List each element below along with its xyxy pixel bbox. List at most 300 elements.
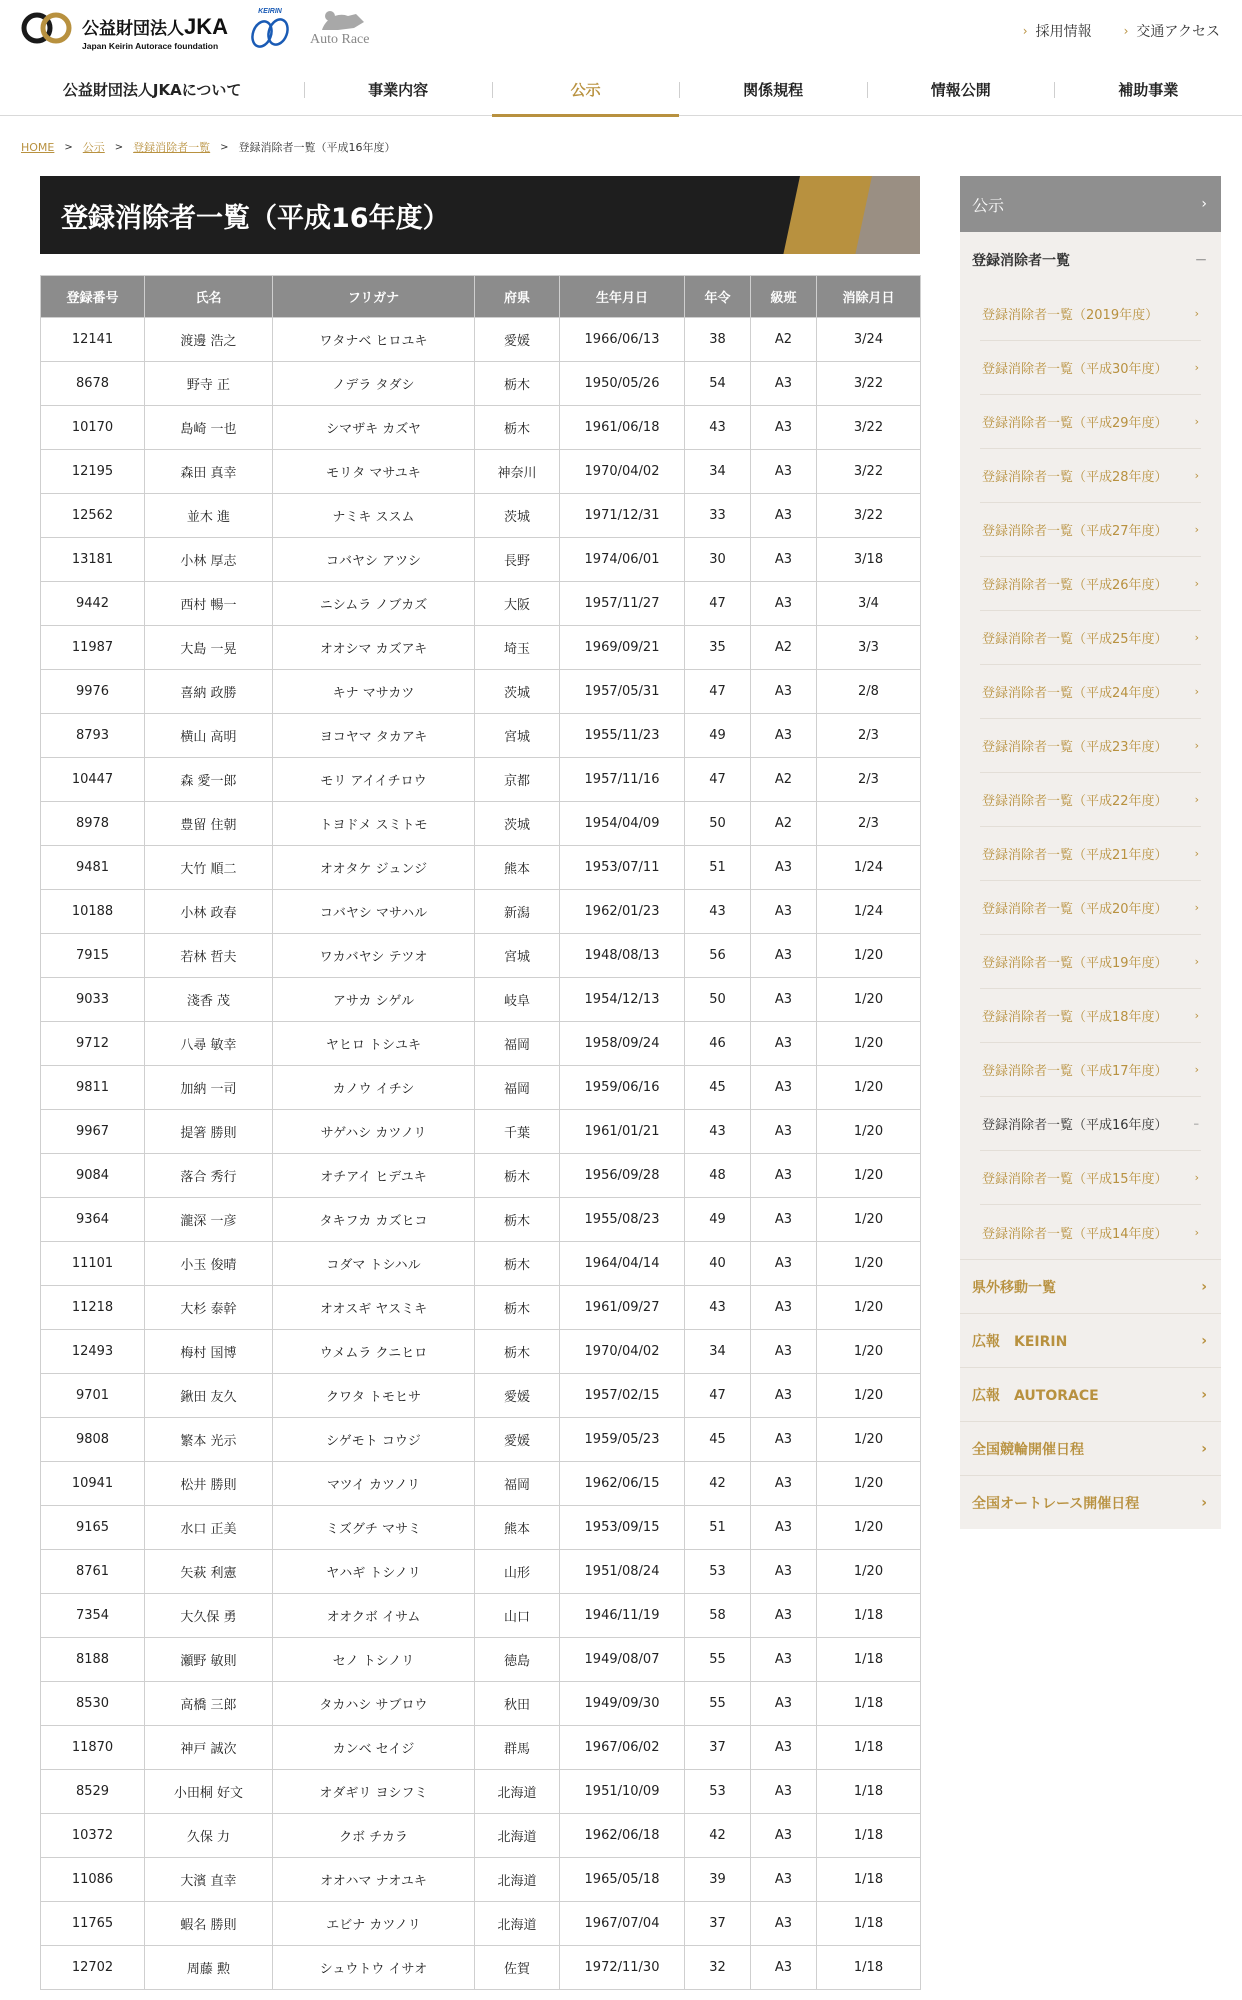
table-cell: 12562 [41,494,145,538]
table-cell: 1/18 [817,1858,921,1902]
table-cell: 8761 [41,1550,145,1594]
logo-jp-prefix: 公益財団法人 [82,19,184,39]
sidebar-year-label: 登録消除者一覧（平成22年度） [982,794,1168,809]
table-cell: 新潟 [475,890,560,934]
table-cell: 栃木 [475,1242,560,1286]
sidebar-year-item[interactable] [980,1151,1201,1205]
table-cell: 1959/05/23 [560,1418,685,1462]
breadcrumb-separator: > [114,141,124,153]
table-cell: 茨城 [475,802,560,846]
table-cell: 久保 力 [145,1814,273,1858]
table-cell: 愛媛 [475,1374,560,1418]
table-row [41,978,921,1022]
sidebar-link[interactable] [960,1475,1221,1529]
breadcrumb-separator: > [64,141,73,153]
table-cell: 1/20 [817,1154,921,1198]
table-cell: 40 [685,1242,751,1286]
table-cell: 茨城 [475,670,560,714]
sidebar-year-item[interactable] [980,341,1201,395]
table-cell: 43 [685,1110,751,1154]
table-cell: A2 [751,802,817,846]
table-cell: A3 [751,1110,817,1154]
table-cell: 55 [685,1638,751,1682]
table-cell: サゲハシ カツノリ [273,1110,475,1154]
table-cell: 1/18 [817,1726,921,1770]
sidebar-year-label: 登録消除者一覧（平成16年度） [982,1118,1168,1133]
sidebar-heading[interactable] [960,176,1221,232]
table-row [41,1242,921,1286]
table-cell: セノ トシノリ [273,1638,475,1682]
table-row [41,890,921,934]
sidebar-year-item[interactable] [980,1043,1201,1097]
table-cell: 1957/02/15 [560,1374,685,1418]
table-cell: 1/20 [817,1506,921,1550]
table-cell: 1955/11/23 [560,714,685,758]
sidebar-link-label: 広報 KEIRIN [972,1333,1068,1350]
table-cell: オオシマ カズアキ [273,626,475,670]
table-row [41,538,921,582]
table-row [41,1858,921,1902]
table-body [41,318,921,1990]
chevron-right-icon: › [1194,361,1199,374]
table-row [41,1770,921,1814]
table-cell: 1954/12/13 [560,978,685,1022]
table-cell: A2 [751,318,817,362]
table-cell: 7915 [41,934,145,978]
table-cell: 56 [685,934,751,978]
table-cell: ニシムラ ノブカズ [273,582,475,626]
table-cell: コダマ トシハル [273,1242,475,1286]
table-cell: 加納 一司 [145,1066,273,1110]
table-cell: 長野 [475,538,560,582]
chevron-right-icon: › [1194,1009,1199,1022]
sidebar-subheading-label: 登録消除者一覧 [972,252,1070,269]
table-cell: 1971/12/31 [560,494,685,538]
table-cell: 1/18 [817,1946,921,1990]
chevron-right-icon: › [1194,1063,1199,1076]
sidebar-year-item[interactable] [980,665,1201,719]
table-cell: 岐阜 [475,978,560,1022]
table-cell: 1/20 [817,1066,921,1110]
table-cell: 愛媛 [475,1418,560,1462]
table-cell: 10372 [41,1814,145,1858]
table-cell: 3/22 [817,450,921,494]
table-row [41,318,921,362]
table-cell: シゲモト コウジ [273,1418,475,1462]
table-cell: ウメムラ クニヒロ [273,1330,475,1374]
table-cell: 3/18 [817,538,921,582]
table-cell: 1/20 [817,934,921,978]
table-cell: 宮城 [475,934,560,978]
table-cell: A3 [751,1198,817,1242]
table-cell: 1/20 [817,978,921,1022]
table-cell: 埼玉 [475,626,560,670]
autorace-logo[interactable] [308,8,378,50]
table-cell: 栃木 [475,1198,560,1242]
table-cell: 43 [685,406,751,450]
table-cell: A3 [751,1594,817,1638]
table-cell: 1966/06/13 [560,318,685,362]
table-cell: 若林 哲夫 [145,934,273,978]
table-cell: 西村 暢一 [145,582,273,626]
sidebar-year-item[interactable] [980,827,1201,881]
nav-item-notices[interactable]: 公示 [492,62,680,116]
column-header: 府県 [475,276,560,318]
table-cell: コバヤシ マサハル [273,890,475,934]
table-cell: 9165 [41,1506,145,1550]
chevron-right-icon: › [1194,739,1199,752]
chevron-right-icon: › [1201,1386,1207,1403]
table-cell: 11218 [41,1286,145,1330]
table-cell: 1964/04/14 [560,1242,685,1286]
table-cell: 8530 [41,1682,145,1726]
table-cell: モリタ マサユキ [273,450,475,494]
chevron-right-icon: › [1201,1440,1207,1457]
nav-item-regulations[interactable]: 関係規程 [679,62,867,116]
sidebar-year-item[interactable] [980,719,1201,773]
table-cell: 1/24 [817,890,921,934]
chevron-right-icon: › [1194,847,1199,860]
table-cell: 1/18 [817,1594,921,1638]
table-row [41,1902,921,1946]
table-cell: A2 [751,758,817,802]
table-cell: 北海道 [475,1858,560,1902]
sidebar-year-label: 登録消除者一覧（平成27年度） [982,524,1168,539]
table-cell: 繁本 光示 [145,1418,273,1462]
table-cell: 9364 [41,1198,145,1242]
table-cell: 34 [685,450,751,494]
table-cell: 1953/07/11 [560,846,685,890]
table-cell: 39 [685,1858,751,1902]
sidebar-year-item[interactable] [980,1097,1201,1151]
table-cell: 9976 [41,670,145,714]
sidebar-year-item[interactable] [980,611,1201,665]
page-title-bar [40,176,920,254]
table-cell: シュウトウ イサオ [273,1946,475,1990]
table-cell: 喜納 政勝 [145,670,273,714]
table-cell: 北海道 [475,1902,560,1946]
table-cell: 1/18 [817,1814,921,1858]
table-cell: 37 [685,1902,751,1946]
table-cell: A3 [751,1770,817,1814]
table-cell: 小林 厚志 [145,538,273,582]
table-cell: 大島 一晃 [145,626,273,670]
column-header: 氏名 [145,276,273,318]
table-cell: 福岡 [475,1066,560,1110]
table-row [41,1638,921,1682]
keirin-logo[interactable] [247,8,293,50]
table-row [41,494,921,538]
sidebar-year-label: 登録消除者一覧（平成28年度） [982,470,1168,485]
table-cell: モリ アイイチロウ [273,758,475,802]
logo-text[interactable] [82,14,228,51]
table-cell: 46 [685,1022,751,1066]
table-cell: 瀬野 敏則 [145,1638,273,1682]
table-row [41,1286,921,1330]
sidebar-year-label: 登録消除者一覧（平成20年度） [982,902,1168,917]
sidebar-link[interactable] [960,1367,1221,1421]
table-cell: A3 [751,934,817,978]
sidebar-year-item[interactable] [980,1205,1201,1259]
table-row [41,1110,921,1154]
column-header: フリガナ [273,276,475,318]
table-cell: 42 [685,1814,751,1858]
table-cell: A3 [751,1506,817,1550]
table-cell: 1962/01/23 [560,890,685,934]
table-cell: 9033 [41,978,145,1022]
table-cell: 森 愛一郎 [145,758,273,802]
table-cell: A3 [751,1814,817,1858]
table-cell: 蝦名 勝則 [145,1902,273,1946]
table-cell: A3 [751,1902,817,1946]
table-cell: 大濱 直幸 [145,1858,273,1902]
table-row [41,1418,921,1462]
table-cell: 宮城 [475,714,560,758]
sidebar-links [960,1259,1221,1529]
table-row [41,1814,921,1858]
table-cell: 1951/08/24 [560,1550,685,1594]
breadcrumb-home[interactable]: HOME [21,140,55,154]
table-cell: 12195 [41,450,145,494]
table-cell: オダギリ ヨシフミ [273,1770,475,1814]
table-cell: 1953/09/15 [560,1506,685,1550]
table-cell: 1/20 [817,1550,921,1594]
table-cell: 8978 [41,802,145,846]
table-cell: 47 [685,582,751,626]
table-row [41,802,921,846]
table-cell: 3/22 [817,494,921,538]
logo-jp-name: JKA [184,14,229,39]
table-cell: 1/18 [817,1638,921,1682]
table-cell: A3 [751,538,817,582]
table-cell: 群馬 [475,1726,560,1770]
table-row [41,1682,921,1726]
table-cell: 30 [685,538,751,582]
table-cell: 11086 [41,1858,145,1902]
table-cell: 水口 正美 [145,1506,273,1550]
table-cell: 高橋 三郎 [145,1682,273,1726]
table-cell: A3 [751,362,817,406]
table-cell: オオハマ ナオユキ [273,1858,475,1902]
table-cell: 9967 [41,1110,145,1154]
breadcrumb-current: 登録消除者一覧（平成16年度） [238,141,396,154]
table-cell: 50 [685,978,751,1022]
table-cell: 9701 [41,1374,145,1418]
sidebar-link-label: 県外移動一覧 [972,1279,1056,1296]
table-cell: 12493 [41,1330,145,1374]
table-cell: 栃木 [475,1154,560,1198]
sidebar-year-item[interactable] [980,881,1201,935]
chevron-right-icon: › [1201,1494,1207,1511]
table-cell: オオスギ ヤスミキ [273,1286,475,1330]
breadcrumb-separator: > [220,141,229,153]
table-cell: 1946/11/19 [560,1594,685,1638]
chevron-right-icon: › [1201,1332,1207,1349]
nav-item-business[interactable]: 事業内容 [304,62,492,116]
access-link[interactable] [1124,21,1220,41]
table-cell: 1/20 [817,1198,921,1242]
table-cell: 9084 [41,1154,145,1198]
table-cell: 38 [685,318,751,362]
global-nav [0,62,1242,116]
table-row [41,1330,921,1374]
table-cell: 京都 [475,758,560,802]
table-cell: 43 [685,890,751,934]
chevron-right-icon: › [1194,631,1199,644]
chevron-right-icon: › [1194,685,1199,698]
chevron-right-icon: › [1194,1225,1199,1239]
table-cell: 1965/05/18 [560,1858,685,1902]
sidebar-year-label: 登録消除者一覧（平成14年度） [982,1226,1168,1242]
sidebar-year-label: 登録消除者一覧（平成30年度） [982,362,1168,377]
table-cell: A3 [751,1286,817,1330]
current-mark-icon: – [1193,1117,1199,1130]
chevron-right-icon: › [1194,1171,1199,1184]
sidebar-year-label: 登録消除者一覧（平成23年度） [982,740,1168,755]
table-cell: A3 [751,1330,817,1374]
table-cell: 野寺 正 [145,362,273,406]
table-cell: ナミキ ススム [273,494,475,538]
table-cell: 1961/09/27 [560,1286,685,1330]
sidebar-year-item[interactable] [980,395,1201,449]
table-cell: 山口 [475,1594,560,1638]
table-cell: 33 [685,494,751,538]
table-cell: 1967/07/04 [560,1902,685,1946]
table-cell: A3 [751,1374,817,1418]
table-cell: 2/3 [817,714,921,758]
table-cell: クワタ トモヒサ [273,1374,475,1418]
table-row [41,406,921,450]
sidebar-year-label: 登録消除者一覧（平成29年度） [982,416,1168,431]
breadcrumb-notices[interactable]: 公示 [82,141,105,154]
table-cell: 栃木 [475,362,560,406]
table-cell: A3 [751,1726,817,1770]
keirin-wheels-icon [247,8,293,50]
table-cell: ミズグチ マサミ [273,1506,475,1550]
table-cell: オオクボ イサム [273,1594,475,1638]
sidebar-year-item[interactable] [980,287,1201,341]
table-cell: 大竹 順二 [145,846,273,890]
table-cell: 横山 高明 [145,714,273,758]
nav-item-disclosure[interactable]: 情報公開 [867,62,1055,116]
sidebar-link[interactable] [960,1313,1221,1367]
table-cell: 1956/09/28 [560,1154,685,1198]
breadcrumb-deregistered-list[interactable]: 登録消除者一覧 [133,141,211,154]
table-cell: 9481 [41,846,145,890]
table-cell: 八尋 敏幸 [145,1022,273,1066]
chevron-right-icon: › [1022,24,1028,38]
table-cell: 1962/06/15 [560,1462,685,1506]
table-cell: 栃木 [475,1286,560,1330]
table-row [41,1154,921,1198]
table-cell: 1967/06/02 [560,1726,685,1770]
table-cell: オチアイ ヒデユキ [273,1154,475,1198]
table-cell: タカハシ サブロウ [273,1682,475,1726]
table-cell: 1970/04/02 [560,1330,685,1374]
table-cell: 11765 [41,1902,145,1946]
sidebar-subheading[interactable] [960,232,1221,287]
sidebar-year-item[interactable] [980,557,1201,611]
table-row [41,450,921,494]
table-cell: 2/8 [817,670,921,714]
table-cell: 豊留 住朝 [145,802,273,846]
table-cell: 1974/06/01 [560,538,685,582]
table-cell: 55 [685,1682,751,1726]
table-cell: A3 [751,1550,817,1594]
table-cell: 58 [685,1594,751,1638]
table-cell: A3 [751,978,817,1022]
table-cell: A2 [751,626,817,670]
table-cell: 淺香 茂 [145,978,273,1022]
table-cell: 8793 [41,714,145,758]
table-cell: 8529 [41,1770,145,1814]
sidebar-year-item[interactable] [980,503,1201,557]
table-cell: 3/22 [817,406,921,450]
table-cell: 周藤 勲 [145,1946,273,1990]
nav-item-about[interactable]: 公益財団法人JKAについて [62,80,242,99]
table-row [41,582,921,626]
table-cell: 43 [685,1286,751,1330]
table-cell: 9811 [41,1066,145,1110]
table-row [41,1946,921,1990]
table-cell: 1961/01/21 [560,1110,685,1154]
sidebar-year-item[interactable] [980,935,1201,989]
table-cell: 12141 [41,318,145,362]
recruit-link[interactable] [1023,21,1092,41]
table-cell: 1951/10/09 [560,1770,685,1814]
table-cell: 神戸 誠次 [145,1726,273,1770]
table-cell: 3/4 [817,582,921,626]
chevron-right-icon: › [1201,1278,1207,1295]
autorace-word: Auto Race [310,32,370,47]
breadcrumb [21,139,396,155]
chevron-right-icon: › [1194,955,1199,968]
sidebar-year-item[interactable] [980,773,1201,827]
sidebar-link[interactable] [960,1421,1221,1475]
table-cell: 3/22 [817,362,921,406]
table-cell: 小玉 俊晴 [145,1242,273,1286]
sidebar-year-label: 登録消除者一覧（平成19年度） [982,956,1168,971]
table-cell: 1950/05/26 [560,362,685,406]
table-cell: カノウ イチシ [273,1066,475,1110]
table-row [41,1550,921,1594]
table-cell: 45 [685,1066,751,1110]
table-cell: 8188 [41,1638,145,1682]
sidebar-year-item[interactable] [980,449,1201,503]
table-cell: 1949/08/07 [560,1638,685,1682]
table-cell: クボ チカラ [273,1814,475,1858]
table-cell: 1962/06/18 [560,1814,685,1858]
table-cell: 1/20 [817,1330,921,1374]
chevron-right-icon: › [1194,523,1199,536]
table-cell: 11101 [41,1242,145,1286]
jka-logo-icon[interactable] [20,10,78,46]
table-row [41,1066,921,1110]
sidebar-year-item[interactable] [980,989,1201,1043]
table-cell: 1/24 [817,846,921,890]
table-cell: 森田 真幸 [145,450,273,494]
table-cell: A3 [751,670,817,714]
sidebar-link[interactable] [960,1259,1221,1313]
nav-item-subsidy[interactable]: 補助事業 [1054,62,1242,116]
top-links [1023,21,1220,41]
chevron-right-icon: › [1123,24,1129,38]
chevron-right-icon: › [1194,307,1199,320]
table-cell: 10170 [41,406,145,450]
table-cell: A3 [751,1066,817,1110]
table-row [41,846,921,890]
column-header: 消除月日 [817,276,921,318]
